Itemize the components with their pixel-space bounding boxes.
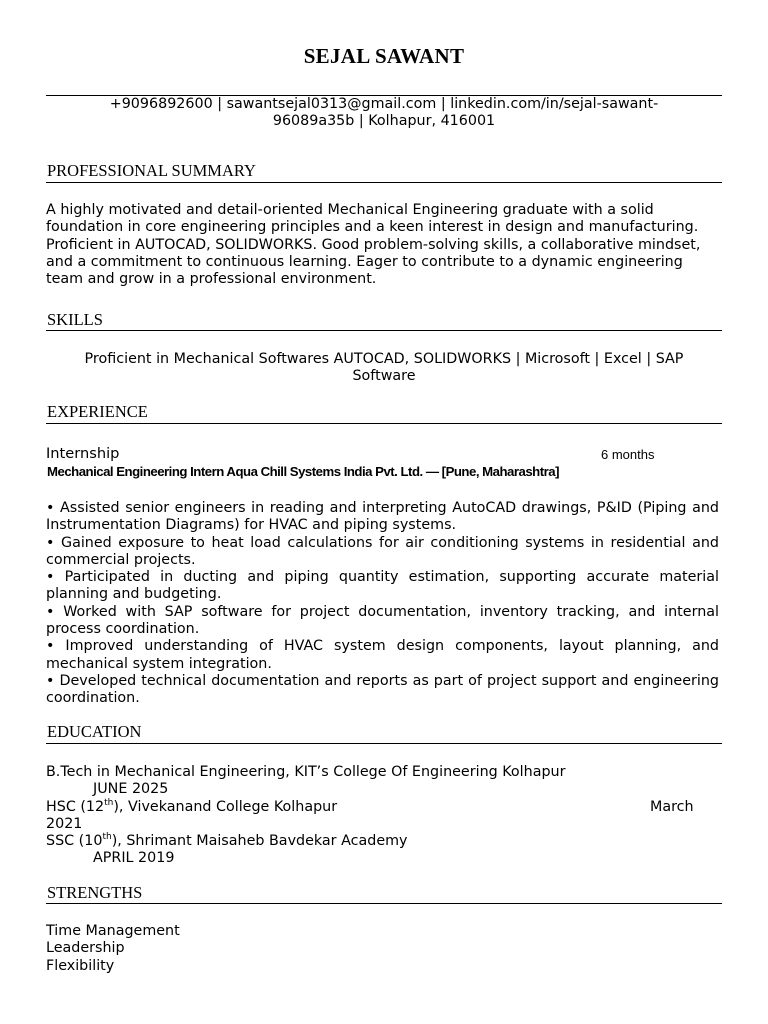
contact-line-2: 96089a35b | Kolhapur, 416001 — [272, 113, 496, 129]
hsc-suffix: ), Vivekanand College Kolhapur — [113, 798, 338, 815]
list-item: Leadership — [46, 940, 125, 957]
list-item: Time Management — [46, 923, 180, 939]
skills-line-2: Software — [352, 368, 416, 385]
candidate-name: SEJAL SAWANT — [303, 44, 465, 68]
skills-text — [46, 351, 722, 386]
ssc-prefix: SSC (10 — [46, 833, 103, 850]
experience-title: Mechanical Engineering Intern Aqua Chill Systems India Pvt. Ltd. — [Pune, Maharashtra] — [47, 464, 559, 479]
strengths-list — [46, 923, 726, 975]
skills-divider — [46, 330, 722, 331]
education-divider — [46, 743, 722, 744]
summary-divider — [46, 182, 722, 183]
list-item: Flexibility — [46, 957, 115, 974]
strengths-heading: STRENGTHS — [47, 883, 143, 902]
contact-info — [46, 96, 722, 130]
list-item: • Worked with SAP software for project documentation, inventory tracking, and internal process coordination. — [46, 603, 719, 638]
ssc-suffix: ), Shrimant Maisaheb Bavdekar Academy — [111, 833, 408, 850]
education-hsc — [46, 799, 722, 816]
experience-divider — [46, 423, 722, 424]
education-btech: B.Tech in Mechanical Engineering, KIT’s College Of Engineering Kolhapur — [46, 764, 566, 780]
list-item: • Assisted senior engineers in reading and interpreting AutoCAD drawings, P&ID (Piping and Instrumentation Diagrams) for HVAC and piping systems. — [46, 500, 719, 534]
experience-role: Internship — [46, 445, 120, 462]
summary-heading: PROFESSIONAL SUMMARY — [47, 161, 256, 180]
experience-bullets — [46, 500, 719, 708]
skills-line-1: Proficient in Mechanical Softwares AUTOCAD, SOLIDWORKS | Microsoft | Excel | SAP — [84, 351, 684, 367]
experience-duration: 6 months — [601, 447, 655, 462]
list-item: • Developed technical documentation and reports as part of project support and engineering coordination. — [46, 672, 719, 707]
hsc-year: 2021 — [46, 815, 83, 832]
hsc-sup: th — [104, 797, 114, 808]
summary-text: A highly motivated and detail-oriented Mechanical Engineering graduate with a solid foundation in core engineering principles and a keen interest in design and manufacturing. Proficient in AUTOCAD, SOLIDWORKS. Good problem-solving skills, a collaborative mindset, and a commitment to continuous learning. Eager to contribute to a dynamic engineering team and grow in a professional environment. — [46, 202, 701, 288]
list-item: • Improved understanding of HVAC system design components, layout planning, and mechanical system integration. — [46, 638, 719, 672]
education-ssc-date: APRIL 2019 — [93, 850, 175, 867]
strengths-divider — [46, 903, 722, 904]
skills-heading: SKILLS — [47, 310, 103, 329]
education-list — [46, 764, 722, 868]
education-btech-date: JUNE 2025 — [93, 781, 169, 798]
list-item: • Gained exposure to heat load calculations for air conditioning systems in residential and commercial projects. — [46, 534, 719, 568]
ssc-sup: th — [102, 832, 112, 843]
contact-line-1: +9096892600 | sawantsejal0313@gmail.com | linkedin.com/in/sejal-sawant- — [109, 96, 659, 112]
education-heading: EDUCATION — [47, 722, 142, 741]
experience-heading: EXPERIENCE — [47, 402, 148, 421]
list-item: • Participated in ducting and piping quantity estimation, supporting accurate material planning and budgeting. — [46, 569, 719, 603]
hsc-month: March — [650, 798, 694, 815]
hsc-prefix: HSC (12 — [46, 798, 105, 815]
education-ssc — [46, 833, 722, 850]
